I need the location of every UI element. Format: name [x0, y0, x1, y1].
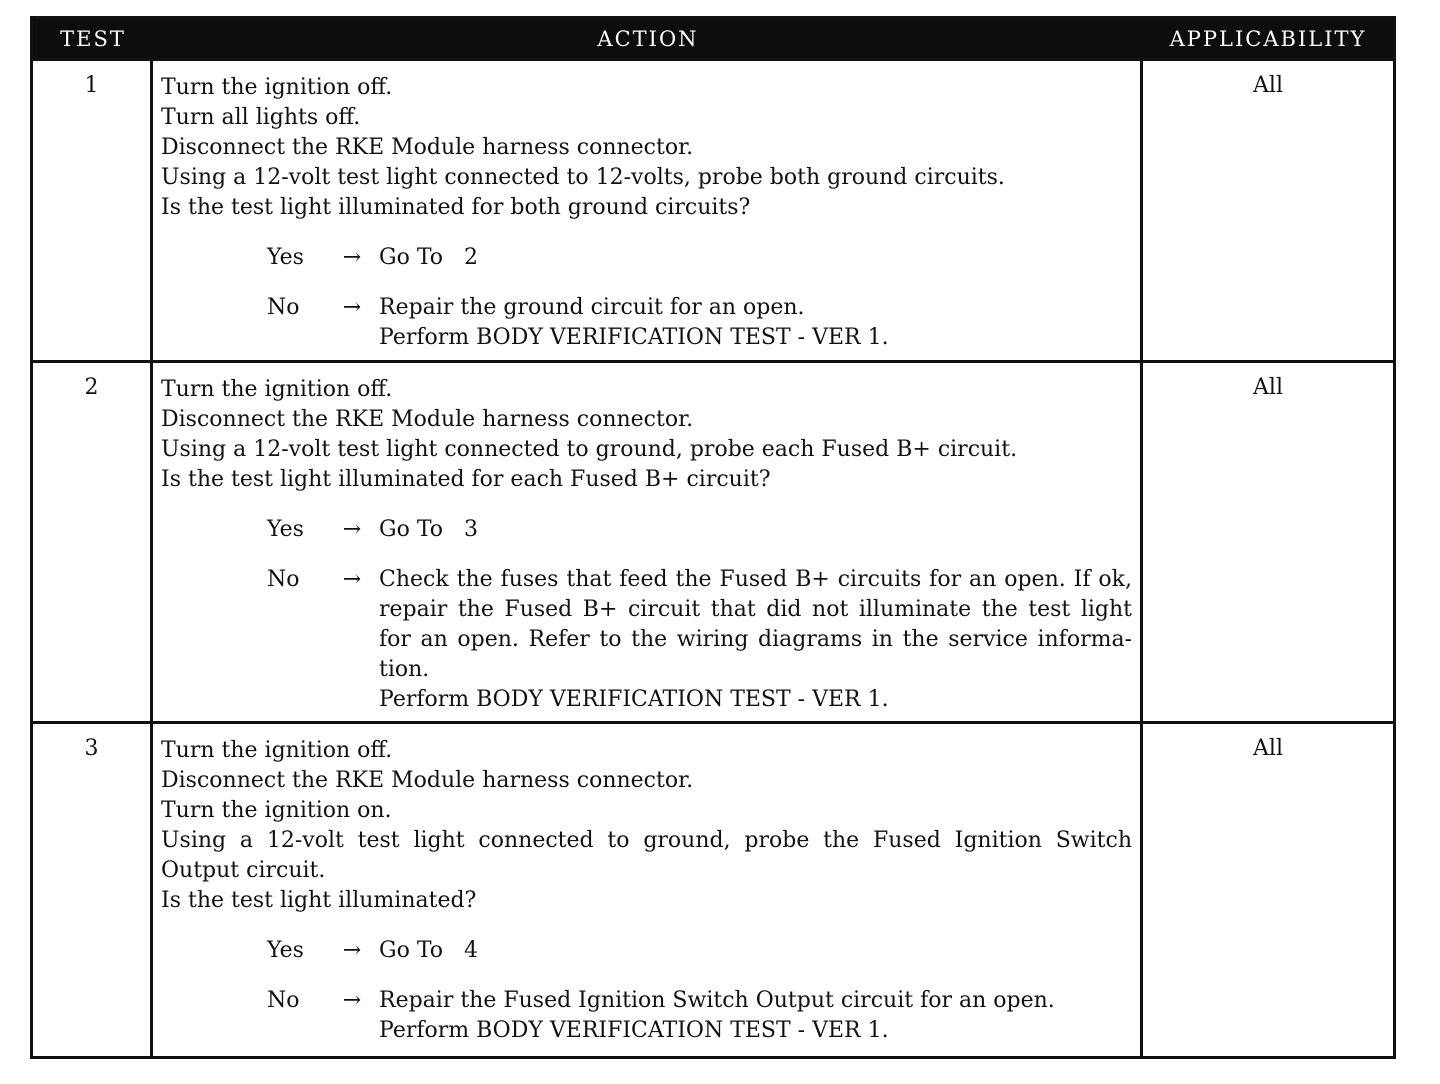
action-step: Is the test light illuminated? [161, 888, 477, 913]
test-number: 2 [33, 363, 153, 721]
header-applicability: APPLICABILITY [1169, 26, 1367, 51]
table-row [33, 61, 1393, 363]
result-line: Perform BODY VERIFICATION TEST - VER 1. [379, 325, 889, 350]
table-row [33, 363, 1393, 724]
action-step: Is the test light illuminated for each Fused B+ circuit? [161, 467, 771, 492]
result-line: tion. [379, 657, 430, 682]
no-result [379, 565, 1140, 715]
action-step: Using a 12-volt test light connected to ground, probe each Fused B+ circuit. [161, 437, 1018, 462]
yes-outcome [161, 243, 1140, 273]
result-line: Repair the Fused Ignition Switch Output circuit for an open. [379, 988, 1055, 1013]
arrow-right-icon: → [342, 988, 362, 1013]
action-cell [153, 724, 1143, 1056]
no-label: No [267, 295, 300, 320]
action-step: Using a 12-volt test light connected to 12-volts, probe both ground circuits. [161, 165, 1005, 190]
header-action: ACTION [597, 26, 699, 51]
action-step: Disconnect the RKE Module harness connector. [161, 407, 694, 432]
result-line: Go To 2 [379, 245, 478, 270]
action-step: Output circuit. [161, 858, 326, 883]
action-step: Turn all lights off. [161, 105, 361, 130]
table-row [33, 724, 1393, 1056]
action-step: Turn the ignition off. [161, 738, 393, 763]
action-step: Is the test light illuminated for both ground circuits? [161, 195, 751, 220]
yes-result [379, 936, 1140, 966]
result-line: for an open. Refer to the wiring diagrams in the service informa- [379, 627, 1132, 652]
action-step: Turn the ignition off. [161, 377, 393, 402]
yes-label: Yes [267, 938, 304, 963]
result-line: Perform BODY VERIFICATION TEST - VER 1. [379, 687, 889, 712]
yes-label: Yes [267, 517, 304, 542]
no-label: No [267, 988, 300, 1013]
arrow-right-icon: → [342, 295, 362, 320]
yes-outcome [161, 515, 1140, 545]
arrow-right-icon: → [342, 517, 362, 542]
result-line: Go To 4 [379, 938, 478, 963]
action-step: Disconnect the RKE Module harness connector. [161, 768, 694, 793]
no-outcome [161, 986, 1140, 1046]
test-number: 3 [33, 724, 153, 1056]
applicability-value: All [1253, 736, 1283, 761]
result-line: Repair the ground circuit for an open. [379, 295, 805, 320]
applicability-value: All [1253, 73, 1283, 98]
no-result [379, 986, 1140, 1046]
table-header [33, 19, 1393, 61]
diagnostic-table [30, 16, 1396, 1059]
applicability-value: All [1253, 375, 1283, 400]
action-step: Disconnect the RKE Module harness connector. [161, 135, 694, 160]
action-step: Turn the ignition on. [161, 798, 392, 823]
test-number: 1 [33, 61, 153, 360]
yes-outcome [161, 936, 1140, 966]
arrow-right-icon: → [342, 938, 362, 963]
yes-label: Yes [267, 245, 304, 270]
header-test: TEST [60, 26, 126, 51]
no-outcome [161, 565, 1140, 715]
action-step: Using a 12-volt test light connected to ground, probe the Fused Ignition Switch [161, 828, 1132, 853]
action-step: Turn the ignition off. [161, 75, 393, 100]
result-line: repair the Fused B+ circuit that did not illuminate the test light [379, 597, 1132, 622]
result-line: Go To 3 [379, 517, 478, 542]
action-cell [153, 61, 1143, 360]
no-outcome [161, 293, 1140, 353]
no-result [379, 293, 1140, 353]
yes-result [379, 515, 1140, 545]
no-label: No [267, 567, 300, 592]
arrow-right-icon: → [342, 567, 362, 592]
result-line: Perform BODY VERIFICATION TEST - VER 1. [379, 1018, 889, 1043]
result-line: Check the fuses that feed the Fused B+ circuits for an open. If ok, [379, 567, 1132, 592]
yes-result [379, 243, 1140, 273]
arrow-right-icon: → [342, 245, 362, 270]
action-cell [153, 363, 1143, 721]
